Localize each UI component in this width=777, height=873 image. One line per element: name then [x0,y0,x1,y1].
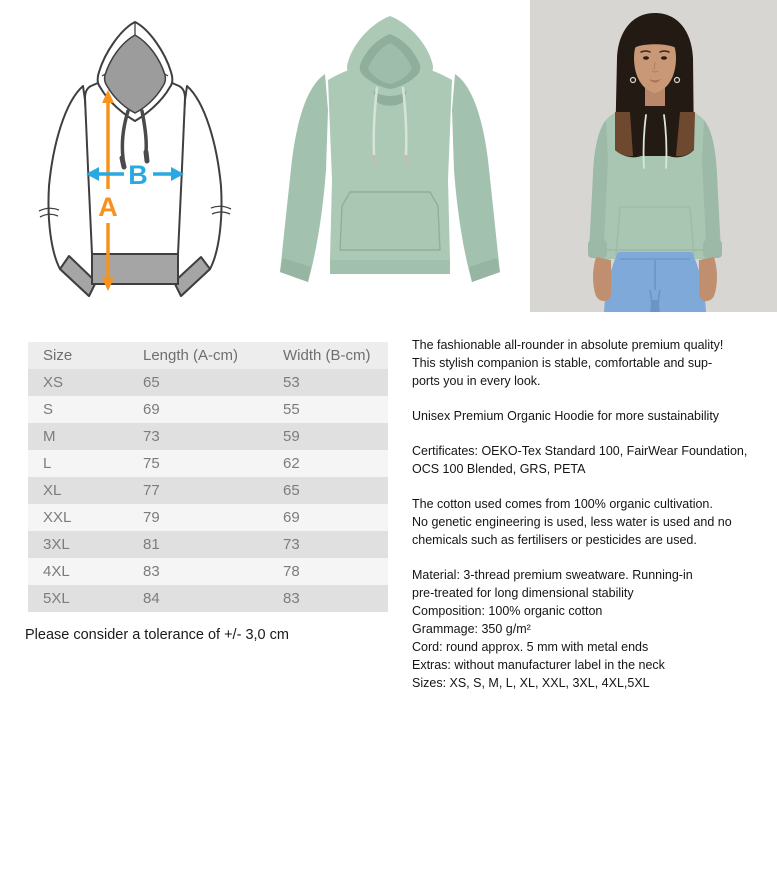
right-cuff [703,240,722,258]
size-cell: 5XL [43,590,70,607]
length-cell: 65 [143,374,160,391]
size-table-row [28,396,388,423]
size-cell: XXL [43,509,72,526]
size-table-row [28,477,388,504]
size-table-row [28,450,388,477]
size-cell: L [43,455,52,472]
size-table [28,342,388,612]
length-cell: 84 [143,590,160,607]
description-paragraph: Unisex Premium Organic Hoodie for more sustainability [412,409,720,423]
size-table-row [28,369,388,396]
hoodie-measurement-diagram [25,8,247,308]
width-cell: 53 [283,374,300,391]
width-cell: 78 [283,563,300,580]
product-description [412,336,777,709]
model-wearing-hoodie-photo [530,0,777,312]
right-eye [661,56,667,59]
left-hand [593,257,611,301]
size-table-row [28,558,388,585]
hair-tip-left [615,112,633,156]
right-sleeve [452,74,500,282]
size-cell: XS [43,374,64,391]
size-table-row [28,531,388,558]
size-cell: S [43,401,54,418]
length-cell: 83 [143,563,160,580]
length-cell: 77 [143,482,160,499]
legs-gap-shadow [651,300,659,312]
label-b: B [128,160,148,190]
width-cell: 83 [283,590,300,607]
size-cell: XL [43,482,62,499]
left-cuff [588,240,607,258]
length-cell: 81 [143,536,160,553]
length-cell: 69 [143,401,160,418]
description-paragraph: The cotton used comes from 100% organic cultivation. No genetic engineering is used, less water is used and no chemicals such as fertilisers or pesticides are used. [412,497,732,547]
kangaroo-pocket [340,192,440,250]
size-table-row [28,504,388,531]
size-table-body [28,369,388,612]
tolerance-note: Please consider a tolerance of +/- 3,0 cm [25,627,289,643]
size-table-row [28,585,388,612]
left-aglet [122,158,124,167]
left-sleeve [280,74,328,282]
width-cell: 62 [283,455,300,472]
description-paragraph: Certificates: OEKO-Tex Standard 100, FairWear Foundation, OCS 100 Blended, GRS, PETA [412,444,748,476]
length-cell: 79 [143,509,160,526]
width-cell: 59 [283,428,300,445]
width-cell: 73 [283,536,300,553]
description-paragraph: The fashionable all-rounder in absolute premium quality! This stylish companion is stable, comfortable and sup- ports you in every look. [412,338,724,388]
right-aglet [405,155,408,163]
column-header: Size [43,347,73,364]
length-cell: 73 [143,428,160,445]
width-cell: 69 [283,509,300,526]
right-hand [699,257,717,301]
size-cell: 3XL [43,536,70,553]
length-cell: 75 [143,455,160,472]
size-cell: M [43,428,56,445]
width-cell: 55 [283,401,300,418]
hem-band [330,260,450,274]
hoodie-product-photo [265,10,515,310]
size-table-row [28,423,388,450]
column-header: Length (A-cm) [143,347,239,364]
width-cell: 65 [283,482,300,499]
size-cell: 4XL [43,563,70,580]
left-eye [643,56,649,59]
size-table-header-row [28,342,388,369]
label-a: A [98,192,118,222]
column-header: Width (B-cm) [283,347,371,364]
left-aglet [373,155,376,163]
description-paragraph: Material: 3-thread premium sweatware. Running-in pre-treated for long dimensional stability Composition: 100% organic cotton Grammage: 350 g/m² Cord: round approx. 5 mm with metal ends Extras: without manufacturer label in the neck Sizes: XS, S, M, L, XL, XXL, 3XL, 4XL,5XL [412,568,693,690]
